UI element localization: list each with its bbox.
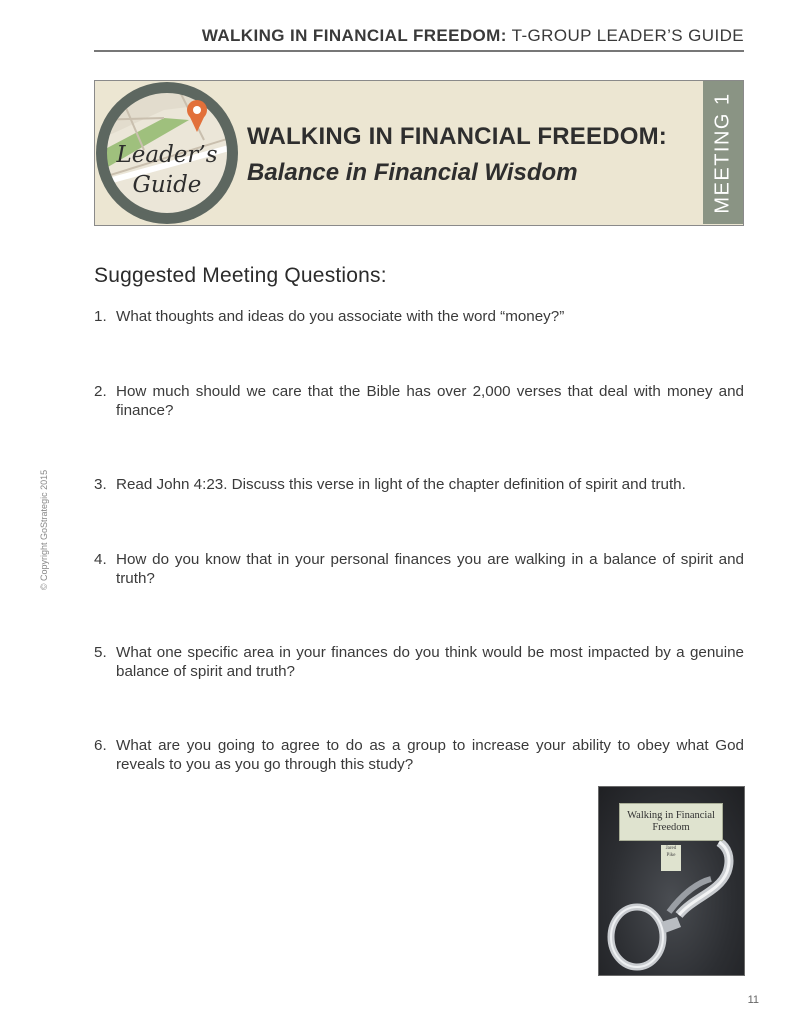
question-2 (94, 382, 744, 420)
book-title-line-1: Walking in Financial (627, 810, 715, 821)
question-text: How do you know that in your personal finances you are walking in a balance of spirit and truth? (116, 551, 744, 587)
badge-text (94, 140, 240, 200)
question-number: 6. (94, 737, 107, 754)
meeting-tab-label: MEETING 1 (711, 91, 734, 214)
section-title: Suggested Meeting Questions: (94, 264, 387, 287)
question-4 (94, 550, 744, 588)
question-number: 3. (94, 476, 107, 493)
book-title (619, 803, 723, 841)
running-head-regular: T-GROUP LEADER’S GUIDE (506, 26, 744, 45)
question-3 (94, 475, 744, 494)
badge-line-2: Guide (132, 172, 202, 198)
question-6 (94, 736, 744, 774)
question-text: What one specific area in your finances do you think would be most impacted by a genuine balance of spirit and truth? (116, 644, 744, 680)
question-text: What thoughts and ideas do you associate with the word “money?” (116, 308, 565, 325)
question-number: 4. (94, 551, 107, 568)
question-text: Read John 4:23. Discuss this verse in light of the chapter definition of spirit and truth. (116, 476, 686, 493)
running-head-bold: WALKING IN FINANCIAL FREEDOM: (201, 26, 507, 45)
running-head (94, 26, 744, 52)
copyright-notice: © Copyright GoStrategic 2015 (39, 469, 49, 591)
question-text: What are you going to agree to do as a group to increase your ability to obey what God reveals to you as you go through this study? (116, 737, 744, 773)
question-5 (94, 643, 744, 681)
book-cover (598, 786, 745, 976)
badge-line-1: Leader’s (116, 142, 218, 168)
question-number: 5. (94, 644, 107, 661)
banner-subtitle: Balance in Financial Wisdom (247, 159, 578, 186)
book-author: Jared Pike (661, 845, 681, 871)
page-number: 11 (747, 994, 759, 1006)
question-1 (94, 307, 744, 326)
banner-title: WALKING IN FINANCIAL FREEDOM: (247, 123, 667, 150)
question-text: How much should we care that the Bible has over 2,000 verses that deal with money and finance? (116, 383, 744, 419)
leaders-guide-badge (94, 80, 240, 226)
meeting-tab (703, 81, 743, 224)
book-title-line-2: Freedom (652, 822, 690, 833)
question-number: 1. (94, 308, 107, 325)
question-number: 2. (94, 383, 107, 400)
